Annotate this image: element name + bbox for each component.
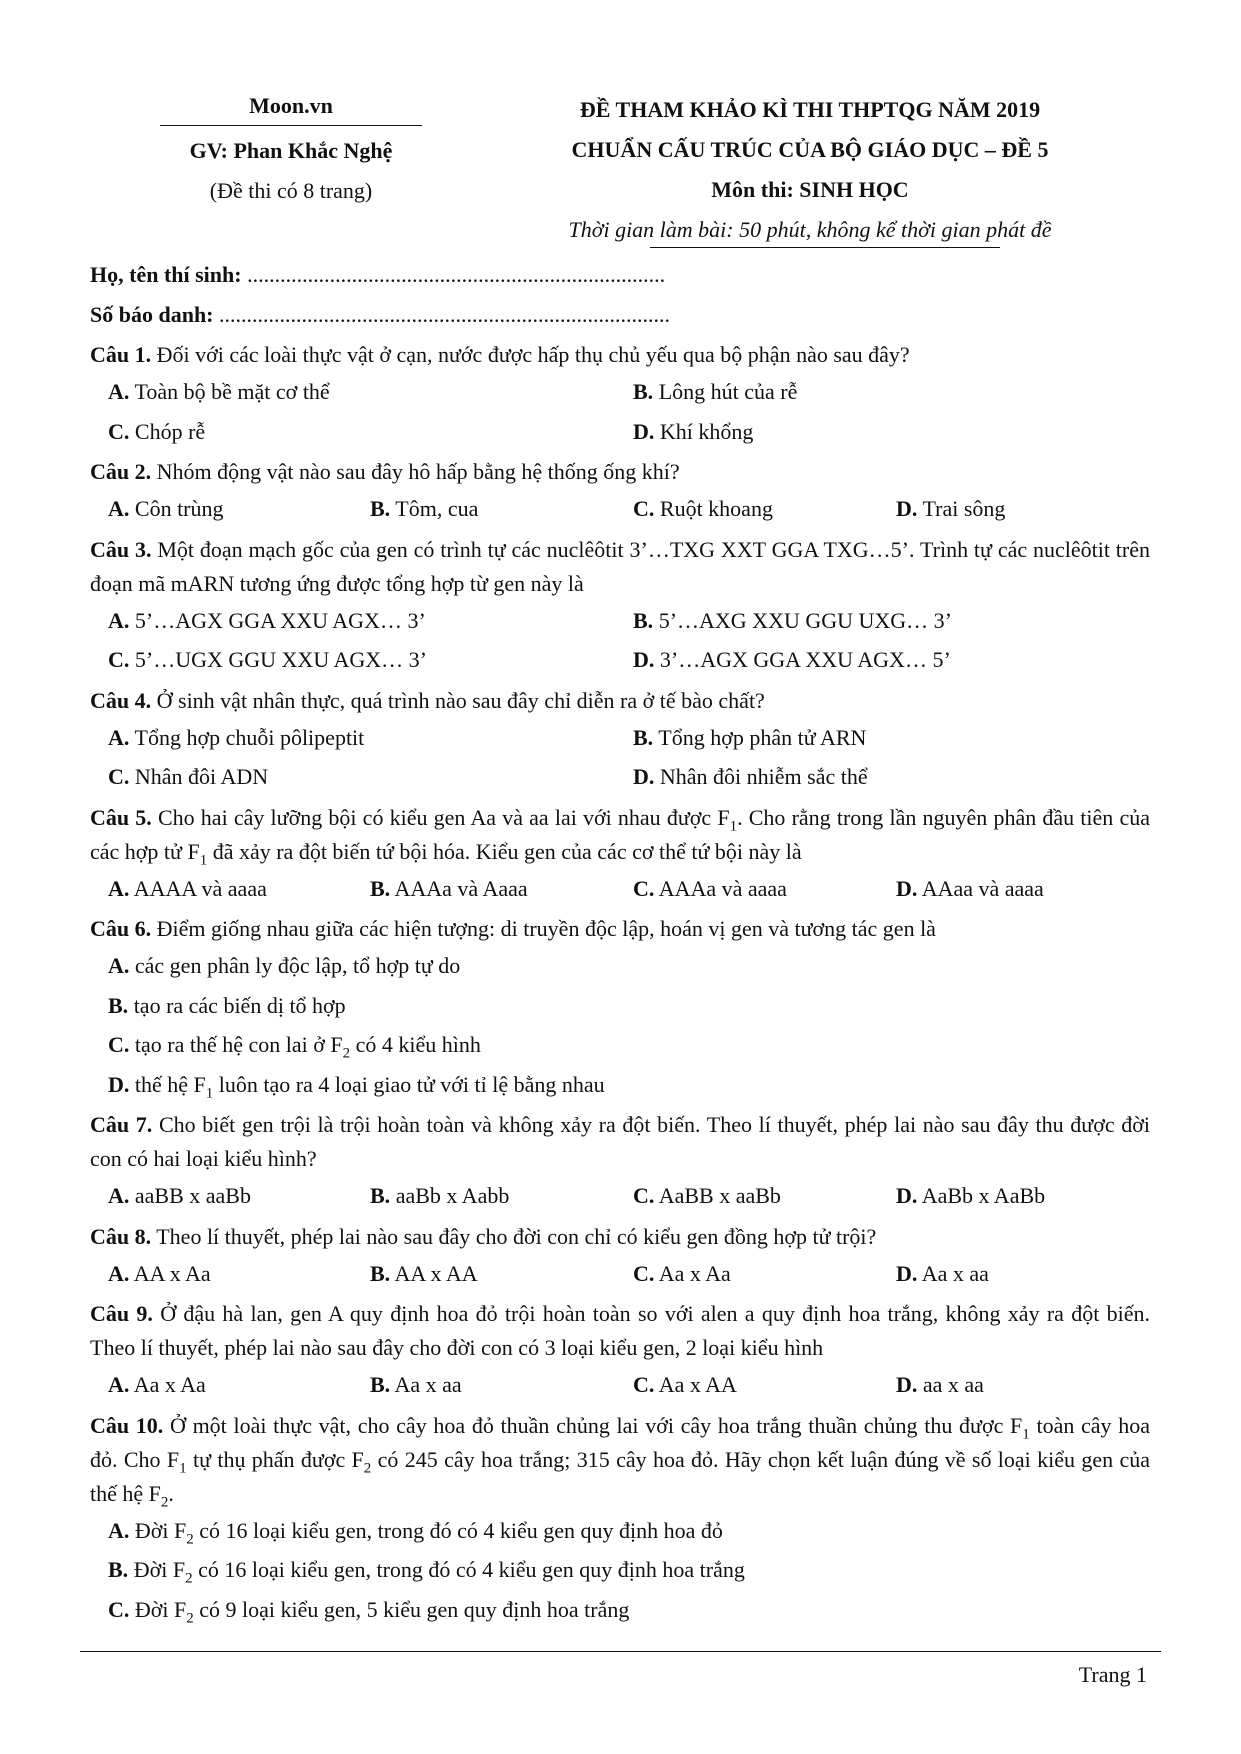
option-a[interactable]: A. AA x Aa [108, 1260, 211, 1286]
option-d[interactable]: D. Nhân đôi nhiễm sắc thể [633, 764, 868, 789]
option-c[interactable]: C. AAAa và aaaa [633, 875, 787, 901]
question-3: Câu 3. Một đoạn mạch gốc của gen có trình tự các nuclêôtit 3’…TXG XXT GGA TXG…5’. Trình tự các nuclêôtit trên đoạn mã mARN tương ứng được tổng hợp từ gen này là [90, 536, 1151, 596]
exam-subtitle: CHUẨN CẤU TRÚC CỦA BỘ GIÁO DỤC – ĐỀ 5 [571, 137, 1049, 162]
option-c[interactable]: C. Đời $F_2$ có 9 loại kiểu gen, 5 kiểu gen quy định hoa trắng [108, 1596, 630, 1626]
options-row [90, 869, 1150, 909]
candidate-name-label: Họ, tên thí sinh: [90, 262, 242, 287]
option-c[interactable]: C. Aa x Aa [633, 1260, 731, 1286]
option-c[interactable]: C. 5’…UGX GGU XXU AGX… 3’ [108, 647, 427, 672]
question-8: Câu 8. Theo lí thuyết, phép lai nào sau đây cho đời con chỉ có kiểu gen đồng hợp tử trội? [90, 1223, 877, 1249]
options-row [90, 601, 1150, 641]
option-b[interactable]: B. Lông hút của rễ [633, 379, 798, 404]
teacher-name: GV: Phan Khắc Nghệ [189, 138, 393, 163]
option-c[interactable]: C. Ruột khoang [633, 496, 773, 521]
option-d[interactable]: D. thế hệ $F_1$ luôn tạo ra 4 loại giao tử với tỉ lệ bằng nhau [108, 1071, 605, 1101]
option-a[interactable]: A. Tổng hợp chuỗi pôlipeptit [108, 724, 365, 750]
option-d[interactable]: D. AaBb x AaBb [896, 1183, 1046, 1208]
header-divider [650, 247, 1000, 248]
option-d[interactable]: D. Trai sông [896, 496, 1006, 521]
option-c[interactable]: C. Chóp rễ [108, 418, 206, 444]
option-b[interactable]: B. Tôm, cua [370, 496, 479, 521]
option-b[interactable]: B. tạo ra các biến dị tổ hợp [108, 992, 346, 1018]
option-a[interactable]: A. Đời $F_2$ có 16 loại kiểu gen, trong đó có 4 kiểu gen quy định hoa đỏ [108, 1517, 723, 1547]
option-b[interactable]: B. AAAa và Aaaa [370, 875, 528, 901]
option-b[interactable]: B. Tổng hợp phân tử ARN [633, 724, 867, 750]
question-10: Câu 10. Ở một loài thực vật, cho cây hoa đỏ thuần chủng lai với cây hoa trắng thuần chủng thu được $F_1$ toàn cây hoa đỏ. Cho $F_1$ tự thụ phấn được $F_2$ có 245 cây hoa trắng; 315 cây hoa đỏ. Hãy chọn kết luận đúng về số loại kiểu gen của thế hệ $F_2$. [90, 1412, 1150, 1510]
options-row [90, 412, 1150, 452]
option-a[interactable]: A. Toàn bộ bề mặt cơ thể [108, 379, 330, 404]
candidate-id-dots: .................................................................................. [219, 301, 671, 327]
option-a[interactable]: A. AAAA và aaaa [108, 875, 267, 901]
option-c[interactable]: C. Aa x AA [633, 1372, 737, 1397]
options-row [90, 1365, 1150, 1405]
candidate-name-dots: ............................................................................ [247, 262, 666, 287]
options-row [90, 640, 1150, 680]
option-c[interactable]: C. Nhân đôi ADN [108, 764, 269, 789]
header-left [160, 90, 422, 211]
option-b[interactable]: B. Aa x aa [370, 1372, 462, 1397]
option-d[interactable]: D. AAaa và aaaa [896, 875, 1044, 901]
header-right [520, 90, 1100, 250]
options-row [90, 757, 1150, 797]
question-6: Câu 6. Điểm giống nhau giữa các hiện tượng: di truyền độc lập, hoán vị gen và tương tác gen là [90, 916, 936, 941]
pages-note: (Đề thi có 8 trang) [209, 178, 373, 203]
question-2: Câu 2. Nhóm động vật nào sau đây hô hấp bằng hệ thống ống khí? [90, 459, 680, 484]
option-b[interactable]: B. 5’…AXG XXU GGU UXG… 3’ [633, 607, 952, 633]
option-a[interactable]: A. 5’…AGX GGA XXU AGX… 3’ [108, 607, 426, 633]
page-number: Trang 1 [1078, 1662, 1147, 1687]
option-d[interactable]: D. Aa x aa [896, 1260, 989, 1286]
option-a[interactable]: A. Aa x Aa [108, 1372, 206, 1397]
options-row [90, 718, 1150, 758]
question-text: Đối với các loài thực vật ở cạn, nước được hấp thụ chủ yếu qua bộ phận nào sau đây? [156, 342, 910, 367]
site-name: Moon.vn [160, 90, 422, 126]
candidate-id-label: Số báo danh: [90, 301, 214, 327]
option-d[interactable]: D. aa x aa [896, 1372, 984, 1397]
options-row [90, 1176, 1150, 1216]
candidate-id-line [90, 295, 1150, 335]
exam-content [90, 255, 1150, 1629]
option-d[interactable]: D. 3’…AGX GGA XXU AGX… 5’ [633, 647, 951, 672]
question-number: Câu 1. [90, 342, 152, 367]
question-7: Câu 7. Cho biết gen trội là trội hoàn toàn và không xảy ra đột biến. Theo lí thuyết, phép lai nào sau đây thu được đời con có hai loại kiểu hình? [90, 1112, 1151, 1171]
option-b[interactable]: B. AA x AA [370, 1260, 478, 1286]
options-row [90, 489, 1150, 529]
option-d[interactable]: D. Khí khổng [633, 418, 754, 444]
option-a[interactable]: A. Côn trùng [108, 496, 224, 521]
question-9: Câu 9. Ở đậu hà lan, gen A quy định hoa đỏ trội hoàn toàn so với alen a quy định hoa trắng, không xảy ra đột biến. Theo lí thuyết, phép lai nào sau đây cho đời con có 3 loại kiểu gen, 2 loại kiểu hình [90, 1301, 1151, 1360]
question-4: Câu 4. Ở sinh vật nhân thực, quá trình nào sau đây chỉ diễn ra ở tế bào chất? [90, 687, 765, 713]
exam-subject: Môn thi: SINH HỌC [711, 177, 909, 202]
options-row [90, 1254, 1150, 1294]
option-b[interactable]: B. Đời $F_2$ có 16 loại kiểu gen, trong đó có 4 kiểu gen quy định hoa trắng [108, 1557, 745, 1587]
option-b[interactable]: B. aaBb x Aabb [370, 1183, 510, 1208]
exam-title: ĐỀ THAM KHẢO KÌ THI THPTQG NĂM 2019 [579, 97, 1041, 122]
option-a[interactable]: A. aaBB x aaBb [108, 1183, 251, 1208]
question-5: Câu 5. Cho hai cây lưỡng bội có kiểu gen Aa và aa lai với nhau được $F_1$. Cho rằng trong lần nguyên phân đầu tiên của các hợp tử $F_1$ đã xảy ra đột biến tứ bội hóa. Kiểu gen của các cơ thể tứ bội này là [90, 804, 1150, 868]
option-a[interactable]: A. các gen phân ly độc lập, tổ hợp tự do [108, 953, 461, 978]
options-row [90, 372, 1150, 412]
option-c[interactable]: C. AaBB x aaBb [633, 1183, 781, 1208]
option-c[interactable]: C. tạo ra thế hệ con lai ở $F_2$ có 4 kiểu hình [108, 1032, 481, 1062]
question-1 [90, 338, 1150, 372]
candidate-name-line [90, 255, 1150, 295]
footer-divider [80, 1651, 1161, 1652]
exam-time: Thời gian làm bài: 50 phút, không kể thời gian phát đề [568, 217, 1052, 242]
